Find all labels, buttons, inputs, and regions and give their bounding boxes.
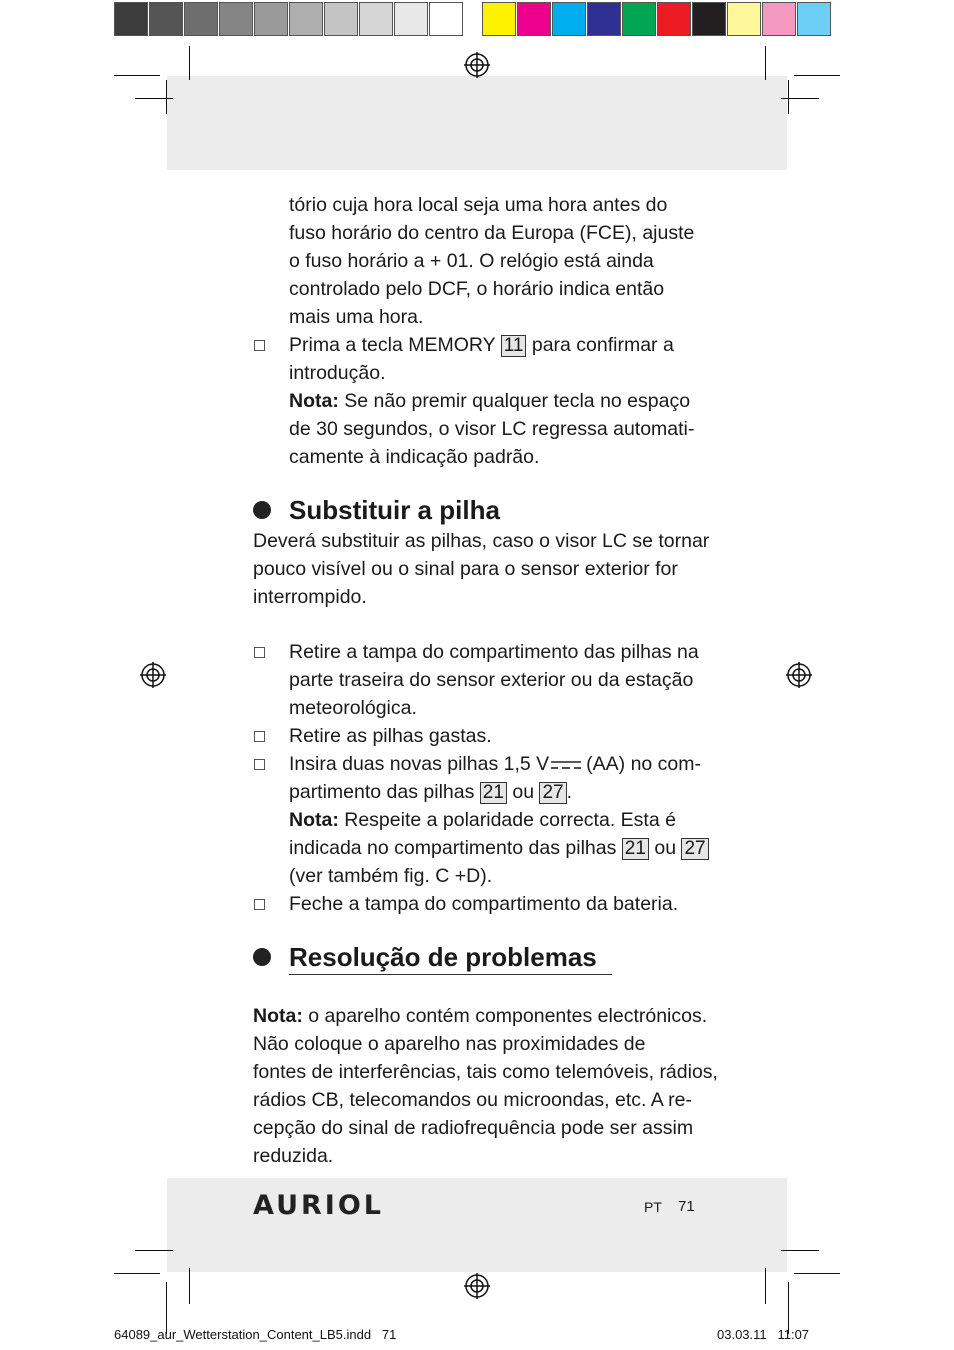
section-heading: Resolução de problemas: [289, 942, 597, 972]
color-swatch: [587, 2, 621, 36]
language-code: PT: [644, 1199, 662, 1215]
color-swatch: [394, 2, 428, 36]
step-memory: [289, 331, 674, 359]
reference-number: 21: [622, 838, 649, 860]
color-swatch: [762, 2, 796, 36]
color-swatch: [622, 2, 656, 36]
checkbox-bullet-icon: [254, 899, 265, 910]
crop-mark: [781, 1250, 819, 1251]
color-swatch: [324, 2, 358, 36]
text-line: de 30 segundos, o visor LC regressa automati-: [289, 418, 695, 440]
text-line: Não coloque o aparelho nas proximidades de: [253, 1033, 646, 1055]
text-line: o fuso horário a + 01. O relógio está ainda: [289, 250, 654, 272]
checkbox-bullet-icon: [254, 731, 265, 742]
process-color-bar: [482, 2, 832, 36]
step-text: Insira duas novas pilhas 1,5 V: [289, 753, 550, 775]
reference-number: 11: [501, 335, 527, 357]
text-line: rádios CB, telecomandos ou microondas, etc. A re-: [253, 1089, 692, 1111]
color-swatch: [727, 2, 761, 36]
color-swatch: [184, 2, 218, 36]
note-label: Nota:: [289, 390, 339, 412]
crop-mark: [114, 1273, 160, 1274]
color-swatch: [114, 2, 148, 36]
dc-symbol-icon: [550, 758, 582, 772]
registration-mark-icon: [786, 662, 812, 688]
color-swatch: [289, 2, 323, 36]
brand-logo: AURIOL: [253, 1190, 384, 1221]
crop-mark: [781, 98, 819, 99]
checkbox-bullet-icon: [254, 647, 265, 658]
color-swatch: [552, 2, 586, 36]
text-line: introdução.: [289, 362, 386, 384]
text-line: fontes de interferências, tais como telemóveis, rádios,: [253, 1061, 718, 1083]
text-line: tório cuja hora local seja uma hora antes do: [289, 194, 668, 216]
text-line: (ver também fig. C +D).: [289, 865, 493, 887]
color-swatch: [517, 2, 551, 36]
step-text: para confirmar a: [531, 334, 674, 356]
note-text: ou: [654, 837, 677, 859]
color-swatch: [429, 2, 463, 36]
crop-mark: [794, 75, 840, 76]
note-line: [289, 387, 690, 415]
step-text: partimento das pilhas: [289, 781, 475, 803]
color-swatch: [219, 2, 253, 36]
registration-mark-icon: [464, 1273, 490, 1299]
color-swatch: [254, 2, 288, 36]
section-bullet-icon: [253, 501, 271, 519]
color-swatch: [692, 2, 726, 36]
step-text: Prima a tecla MEMORY: [289, 334, 496, 356]
note-line: [289, 834, 709, 862]
step-text: (AA) no com-: [586, 753, 702, 775]
note-text: Respeite a polaridade correcta. Esta é: [344, 809, 676, 831]
text-line: parte traseira do sensor exterior ou da estação: [289, 669, 694, 691]
crop-mark: [189, 1268, 190, 1304]
section-heading: Substituir a pilha: [289, 495, 500, 525]
text-line: controlado pelo DCF, o horário indica então: [289, 278, 665, 300]
checkbox-bullet-icon: [254, 340, 265, 351]
crop-mark: [788, 80, 789, 114]
text-line: meteorológica.: [289, 697, 417, 719]
text-line: reduzida.: [253, 1145, 334, 1167]
crop-mark: [114, 75, 160, 76]
header-panel: [167, 76, 787, 170]
gray-color-bar: [114, 2, 464, 36]
note-text: Se não premir qualquer tecla no espaço: [344, 390, 691, 412]
page-number: 71: [678, 1198, 695, 1215]
registration-mark-icon: [140, 662, 166, 688]
crop-mark: [765, 46, 766, 80]
note-label: Nota:: [289, 809, 339, 831]
text-line: Deverá substituir as pilhas, caso o visor LC se tornar: [253, 530, 710, 552]
slug-filename: 64089_aur_Wetterstation_Content_LB5.indd 71: [114, 1327, 397, 1342]
color-swatch: [149, 2, 183, 36]
color-swatch: [657, 2, 691, 36]
step-text: .: [566, 781, 573, 803]
reference-number: 27: [539, 782, 566, 804]
color-swatch: [482, 2, 516, 36]
note-text: indicada no compartimento das pilhas: [289, 837, 617, 859]
checkbox-bullet-icon: [254, 759, 265, 770]
color-swatch: [797, 2, 831, 36]
reference-number: 21: [480, 782, 507, 804]
note-line: [289, 806, 676, 834]
crop-mark: [794, 1273, 840, 1274]
text-line: Retire as pilhas gastas.: [289, 725, 492, 747]
text-line: pouco visível ou o sinal para o sensor exterior for: [253, 558, 678, 580]
color-swatch: [359, 2, 393, 36]
text-line: camente à indicação padrão.: [289, 446, 540, 468]
note-label: Nota:: [253, 1005, 303, 1027]
crop-mark: [135, 1250, 173, 1251]
step-insert-batteries: [289, 750, 701, 778]
heading-underline: [289, 974, 612, 975]
crop-mark: [166, 80, 167, 114]
note-line: [253, 1002, 707, 1030]
reference-number: 27: [681, 838, 708, 860]
registration-mark-icon: [464, 52, 490, 78]
step-insert-batteries-line2: [289, 778, 572, 806]
note-text: o aparelho contém componentes electrónicos.: [308, 1005, 708, 1027]
crop-mark: [189, 46, 190, 80]
text-line: fuso horário do centro da Europa (FCE), ajuste: [289, 222, 695, 244]
section-bullet-icon: [253, 948, 271, 966]
step-text: ou: [512, 781, 535, 803]
crop-mark: [135, 98, 173, 99]
text-line: mais uma hora.: [289, 306, 424, 328]
text-line: interrompido.: [253, 586, 367, 608]
text-line: cepção do sinal de radiofrequência pode ser assim: [253, 1117, 694, 1139]
slug-date: 03.03.11 11:07: [717, 1327, 810, 1342]
crop-mark: [765, 1268, 766, 1304]
text-line: Feche a tampa do compartimento da bateria.: [289, 893, 679, 915]
text-line: Retire a tampa do compartimento das pilhas na: [289, 641, 699, 663]
